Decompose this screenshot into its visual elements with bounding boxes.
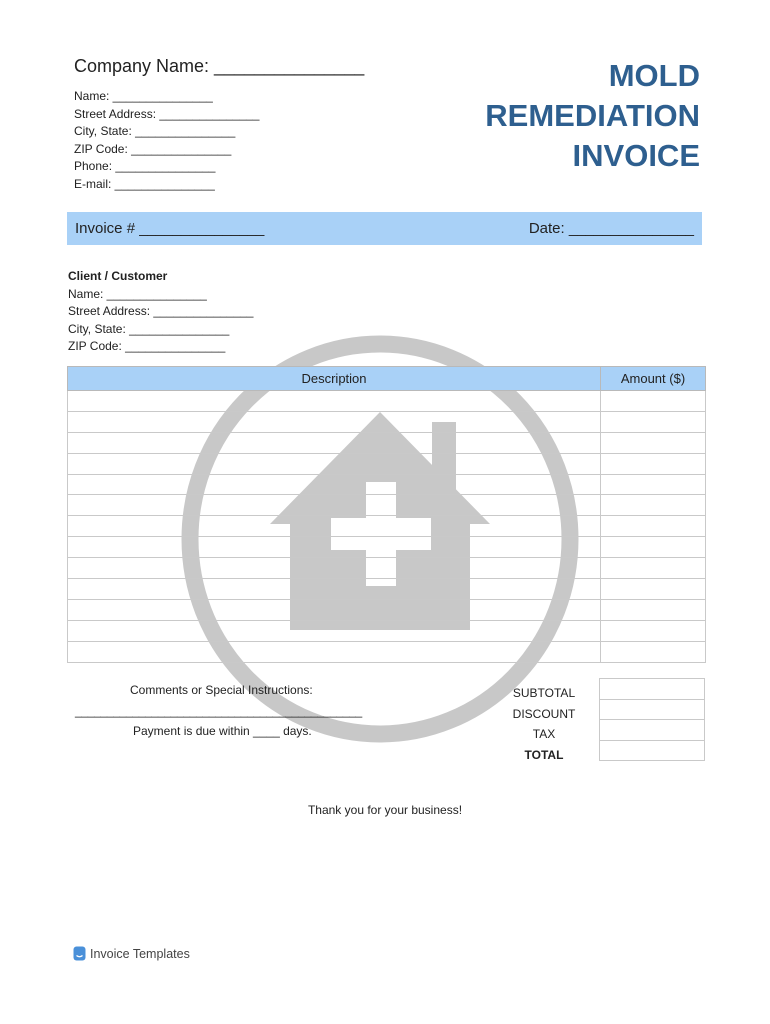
sender-name-field: Name: _______________ [74, 89, 213, 103]
discount-label: DISCOUNT [512, 706, 576, 721]
amount-cell[interactable] [601, 495, 706, 516]
title-line-1: MOLD [608, 58, 700, 93]
client-details [68, 268, 253, 356]
description-cell[interactable] [68, 579, 601, 600]
amount-cell[interactable] [601, 391, 706, 412]
amount-cell[interactable] [601, 432, 706, 453]
comments-label: Comments or Special Instructions: [130, 683, 313, 697]
total-label: TOTAL [524, 747, 564, 762]
description-cell[interactable] [68, 474, 601, 495]
company-name-field: Company Name: _______________ [74, 56, 365, 76]
amount-cell[interactable] [601, 411, 706, 432]
description-cell[interactable] [68, 516, 601, 537]
description-cell[interactable] [68, 599, 601, 620]
invoice-date-field: Date: _______________ [528, 220, 694, 237]
amount-column-header: Amount ($) [601, 367, 706, 391]
description-cell[interactable] [68, 453, 601, 474]
table-row [68, 558, 706, 579]
table-header-row [68, 367, 706, 391]
tax-value-cell[interactable] [600, 720, 705, 741]
client-heading: Client / Customer [68, 269, 168, 283]
sender-street-field: Street Address: _______________ [74, 106, 260, 121]
amount-cell[interactable] [601, 579, 706, 600]
sender-email-field: E-mail: _______________ [74, 176, 215, 191]
description-cell[interactable] [68, 558, 601, 579]
sender-details [74, 88, 259, 193]
title-line-2: REMEDIATION [485, 98, 700, 133]
subtotal-label: SUBTOTAL [512, 686, 576, 700]
subtotal-value-cell[interactable] [600, 679, 705, 700]
amount-cell[interactable] [601, 516, 706, 537]
description-cell[interactable] [68, 620, 601, 641]
comments-line: _____________________________________________ [75, 704, 362, 718]
table-row [68, 516, 706, 537]
client-city-state-field: City, State: _______________ [68, 321, 230, 336]
invoice-number-field: Invoice # _______________ [75, 220, 265, 237]
payment-due-text: Payment is due within ____ days. [133, 724, 312, 738]
table-row [68, 620, 706, 641]
table-row [68, 599, 706, 620]
sender-city-state-field: City, State: _______________ [74, 124, 236, 138]
description-cell[interactable] [68, 641, 601, 662]
tax-label: TAX [532, 727, 556, 741]
thank-you-message: Thank you for your business! [307, 803, 463, 817]
description-cell[interactable] [68, 537, 601, 558]
table-row [68, 641, 706, 662]
description-cell[interactable] [68, 411, 601, 432]
client-name-field: Name: _______________ [68, 286, 207, 301]
amount-cell[interactable] [601, 599, 706, 620]
total-value-cell[interactable] [600, 740, 705, 761]
totals-labels [500, 683, 588, 765]
client-street-field: Street Address: _______________ [68, 304, 254, 318]
sender-phone-field: Phone: _______________ [74, 159, 216, 173]
amount-cell[interactable] [601, 558, 706, 579]
description-column-header: Description [68, 367, 601, 391]
table-row [68, 474, 706, 495]
discount-value-cell[interactable] [600, 699, 705, 720]
invoice-number-date-bar [67, 212, 702, 245]
table-row [68, 537, 706, 558]
totals-table [599, 678, 705, 761]
amount-cell[interactable] [601, 474, 706, 495]
line-items-table [67, 366, 706, 663]
line-items-body [68, 391, 706, 663]
sender-zip-field: ZIP Code: _______________ [74, 141, 232, 156]
amount-cell[interactable] [601, 537, 706, 558]
title-line-3: INVOICE [572, 138, 700, 173]
footer-brand [73, 946, 190, 961]
table-row [68, 391, 706, 412]
amount-cell[interactable] [601, 620, 706, 641]
table-row [68, 453, 706, 474]
description-cell[interactable] [68, 432, 601, 453]
document-icon [73, 946, 86, 961]
document-title [485, 56, 700, 176]
description-cell[interactable] [68, 495, 601, 516]
amount-cell[interactable] [601, 641, 706, 662]
table-row [68, 495, 706, 516]
client-zip-field: ZIP Code: _______________ [68, 339, 226, 353]
table-row [68, 411, 706, 432]
table-row [68, 432, 706, 453]
table-row [68, 579, 706, 600]
amount-cell[interactable] [601, 453, 706, 474]
footer-brand-label: Invoice Templates [90, 947, 190, 961]
description-cell[interactable] [68, 391, 601, 412]
